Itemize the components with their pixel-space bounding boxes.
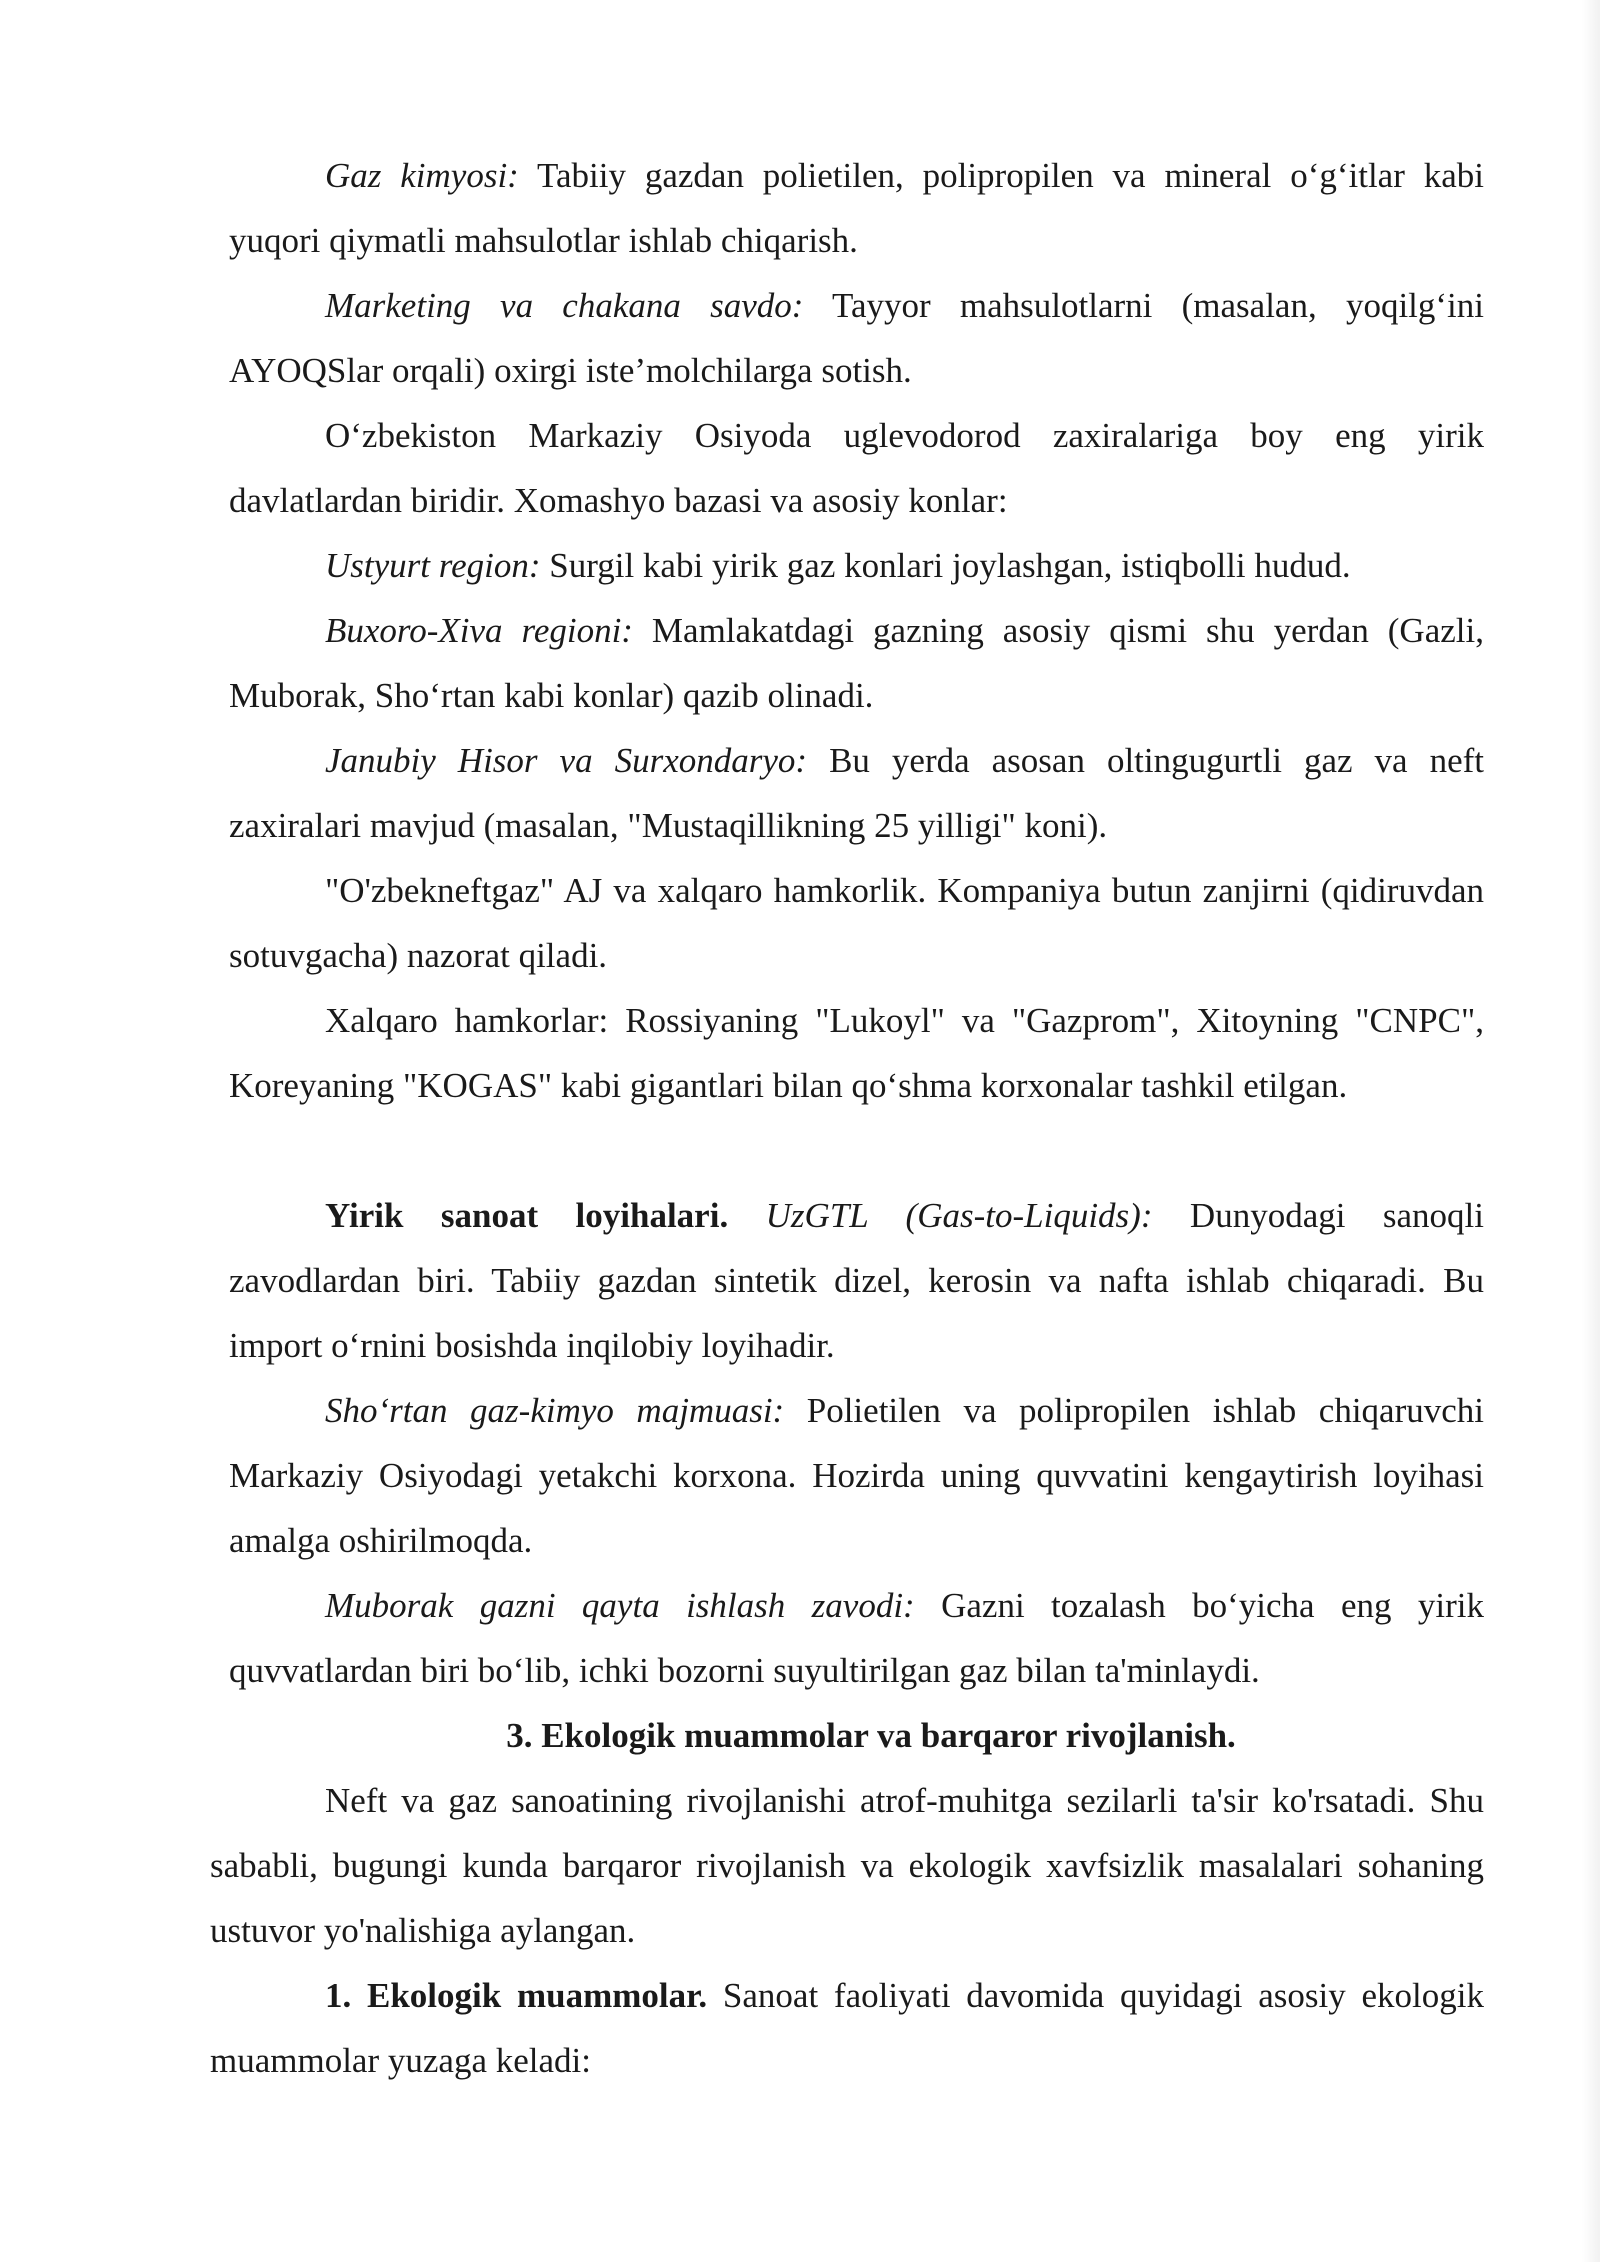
paragraph-ustyurt: [229, 533, 1484, 598]
paragraph-label: Buxoro-Xiva regioni:: [325, 611, 633, 650]
paragraph-label: UzGTL (Gas-to-Liquids):: [728, 1196, 1153, 1235]
page-edge-shadow: [1582, 0, 1600, 2262]
paragraph-bold-label: Yirik sanoat loyihalari.: [325, 1196, 729, 1235]
paragraph-label: Sho‘rtan gaz-kimyo majmuasi:: [325, 1391, 785, 1430]
paragraph-international-partners: [229, 988, 1484, 1118]
paragraph-label: Ustyurt region:: [325, 546, 541, 585]
paragraph-text: Tabiiy gazdan polietilen, polipropilen va mineral o‘g‘itlar kabi yuqori qiymatli mahsulotlar ishlab chiqarish.: [229, 156, 1484, 260]
paragraph-gas-chemistry: [229, 143, 1484, 273]
paragraph-text: Bu yerda asosan oltingugurtli gaz va neft zaxiralari mavjud (masalan, "Mustaqillikning 25 yilligi" koni).: [229, 741, 1484, 845]
paragraph-muborak-plant: [229, 1573, 1484, 1703]
paragraph-text: Tayyor mahsulotlarni (masalan, yoqilg‘ini AYOQSlar orqali) oxirgi iste’molchilarga sotish.: [229, 286, 1484, 390]
paragraph-label: Janubiy Hisor va Surxondaryo:: [325, 741, 808, 780]
section-heading: 3. Ekologik muammolar va barqaror rivojlanish.: [506, 1716, 1236, 1755]
paragraph-text: Gazni tozalash bo‘yicha eng yirik quvvatlardan biri bo‘lib, ichki bozorni suyultirilgan gaz bilan ta'minlaydi.: [229, 1586, 1484, 1690]
paragraph-environmental-problems: [210, 1963, 1484, 2093]
paragraph-shortan-complex: [229, 1378, 1484, 1573]
paragraph-label: Marketing va chakana savdo:: [325, 286, 804, 325]
paragraph-uzbekneftgaz: [229, 858, 1484, 988]
paragraph-label: Gaz kimyosi:: [325, 156, 519, 195]
paragraph-text: Sanoat faoliyati davomida quyidagi asosiy ekologik muammolar yuzaga keladi:: [210, 1976, 1484, 2080]
paragraph-southern-hisor: [229, 728, 1484, 858]
paragraph-text: Mamlakatdagi gazning asosiy qismi shu yerdan (Gazli, Muborak, Sho‘rtan kabi konlar) qazib olinadi.: [229, 611, 1484, 715]
paragraph-environmental-impact: [210, 1768, 1484, 1963]
paragraph-text: Xalqaro hamkorlar: Rossiyaning "Lukoyl" va "Gazprom", Xitoyning "CNPC", Koreyaning "KOGAS" kabi gigantlari bilan qo‘shma korxonalar tashkil etilgan.: [229, 1001, 1484, 1105]
paragraph-uzbekistan-reserves: [229, 403, 1484, 533]
paragraph-marketing: [229, 273, 1484, 403]
paragraph-text: Surgil kabi yirik gaz konlari joylashgan, istiqbolli hudud.: [540, 546, 1351, 585]
paragraph-text: Polietilen va polipropilen ishlab chiqaruvchi Markaziy Osiyodagi yetakchi korxona. Hozirda uning quvvatini kengaytirish loyihasi amalga oshirilmoqda.: [229, 1391, 1484, 1560]
paragraph-text: Dunyodagi sanoqli zavodlardan biri. Tabiiy gazdan sintetik dizel, kerosin va nafta ishlab chiqaradi. Bu import o‘rnini bosishda inqilobiy loyihadir.: [229, 1196, 1484, 1365]
paragraph-text: "O'zbekneftgaz" AJ va xalqaro hamkorlik. Kompaniya butun zanjirni (qidiruvdan sotuvgacha) nazorat qiladi.: [229, 871, 1484, 975]
paragraph-text: O‘zbekiston Markaziy Osiyoda uglevodorod zaxiralariga boy eng yirik davlatlardan biridir. Xomashyo bazasi va asosiy konlar:: [229, 416, 1484, 520]
paragraph-bold-label: 1. Ekologik muammolar.: [325, 1976, 708, 2015]
paragraph-bukhara-khiva: [229, 598, 1484, 728]
paragraph-text: Neft va gaz sanoatining rivojlanishi atrof-muhitga sezilarli ta'sir ko'rsatadi. Shu sababli, bugungi kunda barqaror rivojlanish va ekologik xavfsizlik masalalari sohaning ustuvor yo'nalishiga aylangan.: [210, 1781, 1484, 1950]
paragraph-industrial-projects: [229, 1183, 1484, 1378]
paragraph-label: Muborak gazni qayta ishlash zavodi:: [325, 1586, 915, 1625]
